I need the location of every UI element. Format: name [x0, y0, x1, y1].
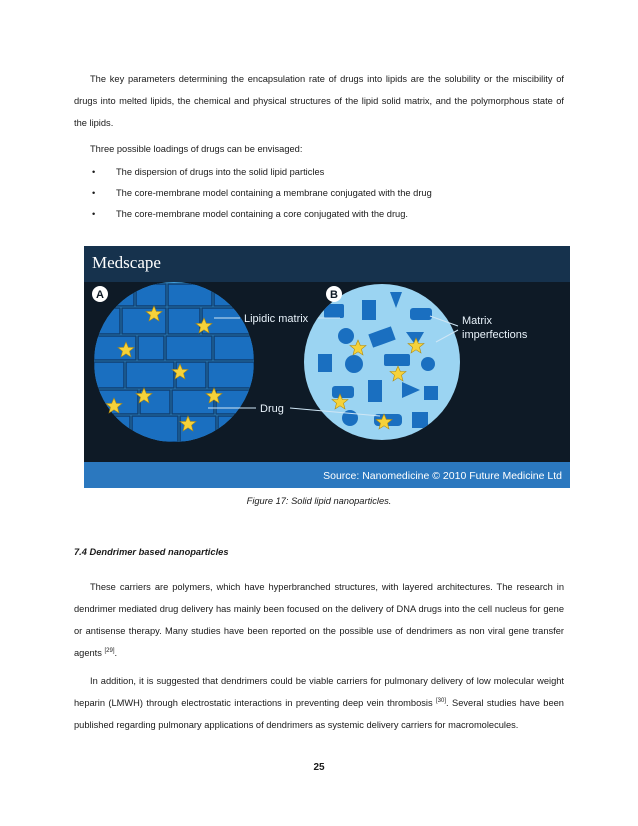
medscape-logo: Medscape — [92, 253, 161, 272]
paragraph-loadings-text: Three possible loadings of drugs can be envisaged: — [90, 144, 303, 154]
loading-list — [74, 162, 564, 225]
circle-b — [304, 284, 460, 440]
matrix-imperfections-line1: Matrix — [462, 315, 492, 327]
paragraph-encapsulation — [74, 68, 564, 134]
lipidic-matrix-label: Lipidic matrix — [244, 313, 309, 325]
citation-30: [30] — [436, 697, 447, 704]
paragraph-encapsulation-text: The key parameters determining the encapsulation rate of drugs into lipids are the solubility or the miscibility of drugs into melted lipids, the chemical and physical structures of the lipid solid matrix, and the polymorphous state of the lipids. — [74, 74, 564, 128]
circle-a — [94, 282, 254, 442]
figure-source: Source: Nanomedicine © 2010 Future Medicine Ltd — [323, 470, 562, 482]
label-b: B — [330, 289, 338, 301]
paragraph-pulmonary: In addition, it is suggested that dendrimers could be viable carriers for pulmonary delivery of low molecular weight heparin (LMWH) through electrostatic interactions in preventing deep vein thrombosis [30]. Several studies have been published regarding pulmonary applications of dendrimers as systemic delivery carriers for macromolecules. — [74, 676, 564, 730]
figure-solid-lipid-nanoparticles — [84, 246, 570, 488]
list-item: • The dispersion of drugs into the solid lipid particles — [74, 162, 564, 183]
paragraph-dendrimers: These carriers are polymers, which have hyperbranched structures, with layered architectures. The research in dendrimer mediated drug delivery has mainly been focused on the delivery of DNA drugs into the cell nucleus for gene or antisense therapy. Many studies have been reported on the possible use of dendrimers as non viral gene transfer agents [29]. — [74, 582, 564, 658]
bullet-icon: • — [92, 209, 96, 219]
paragraph-loadings-intro — [74, 138, 564, 160]
figure-caption: Figure 17: Solid lipid nanoparticles. — [246, 496, 392, 506]
bullet-icon: • — [92, 188, 96, 198]
label-a: A — [96, 289, 104, 301]
list-item: • The core-membrane model containing a core conjugated with the drug. — [74, 204, 564, 225]
citation-29: [29] — [104, 647, 115, 654]
drug-label: Drug — [260, 403, 284, 415]
bullet-icon: • — [92, 167, 96, 177]
list-item: • The core-membrane model containing a membrane conjugated with the drug — [74, 183, 564, 204]
page-number: 25 — [313, 762, 325, 773]
section-heading: 7.4 Dendrimer based nanoparticles — [74, 547, 229, 557]
figure-illustration — [84, 246, 570, 488]
matrix-imperfections-line2: imperfections — [462, 329, 528, 341]
